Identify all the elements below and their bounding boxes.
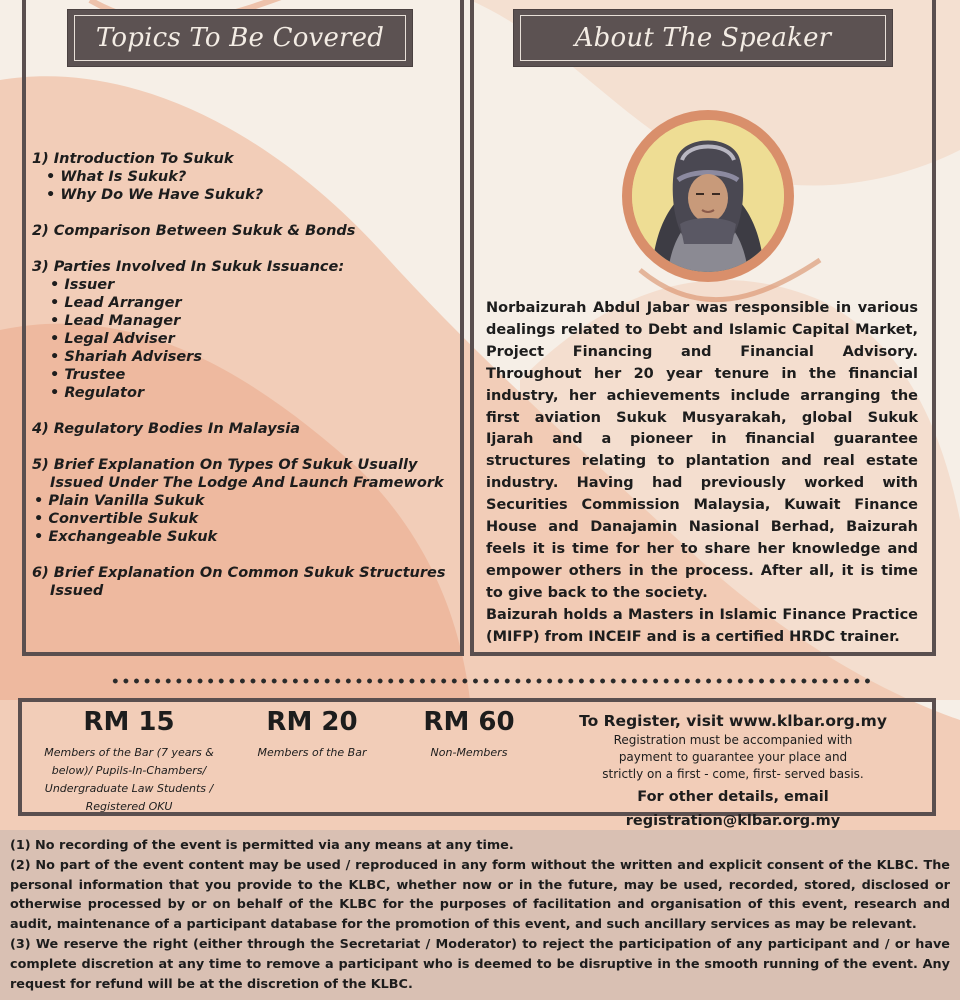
topic-item: • Trustee xyxy=(50,367,126,383)
topic-item: • Shariah Advisers xyxy=(50,349,202,365)
topic-item: • What Is Sukuk? xyxy=(46,169,187,185)
speaker-bio xyxy=(486,298,918,649)
topic-item: • Plain Vanilla Sukuk xyxy=(34,493,205,509)
notice-item: (1) No recording of the event is permitted via any means at any time. xyxy=(10,838,514,853)
topics-spacer xyxy=(32,240,452,258)
topic-heading: 3) Parties Involved In Sukuk Issuance: xyxy=(32,259,345,275)
notice-item: (3) We reserve the right (either through the Secretariat / Moderator) to reject the participation of any participant and / or have complete discretion at any time to remove a participant who is deemed to be disruptive in the smooth running of the event. Any request for refund will be at the discretion of the KLBC. xyxy=(10,936,950,992)
topics-banner-title: Topics To Be Covered xyxy=(95,23,385,53)
topics-spacer xyxy=(32,204,452,222)
dotted-divider xyxy=(110,676,870,686)
price-tier-rm15 xyxy=(34,706,224,816)
topic-item: • Why Do We Have Sukuk? xyxy=(46,187,264,203)
price-tier-rm20 xyxy=(244,706,380,762)
price-amount: RM 20 xyxy=(266,707,358,737)
topics-spacer xyxy=(32,438,452,456)
topic-item: • Lead Arranger xyxy=(50,295,182,311)
price-description: Non-Members xyxy=(430,746,508,759)
notice-item: (2) No part of the event content may be used / reproduced in any form without the written and explicit consent of the KLBC. The personal information that you provide to the KLBC, whether now or in the future, may be used, recorded, stored, disclosed or otherwise processed by or on behalf of the KLBC for the purposes of facilitation and organisation of this event, research and audit, maintenance of a participant database for the promotion of this event, and such ancillary services as may be relevant. xyxy=(10,857,950,933)
topic-heading: 5) Brief Explanation On Types Of Sukuk Usually xyxy=(32,457,418,473)
topic-heading: 2) Comparison Between Sukuk & Bonds xyxy=(32,223,356,239)
topic-item: Issued xyxy=(50,583,104,599)
terms-notice xyxy=(0,830,960,1000)
topic-item: • Regulator xyxy=(50,385,145,401)
topic-item: • Convertible Sukuk xyxy=(34,511,199,527)
topics-spacer xyxy=(32,402,452,420)
topics-list xyxy=(32,150,452,600)
speaker-banner xyxy=(514,10,892,66)
topic-heading: 1) Introduction To Sukuk xyxy=(32,151,234,167)
topic-heading: 6) Brief Explanation On Common Sukuk Structures xyxy=(32,565,446,581)
topic-heading: 4) Regulatory Bodies In Malaysia xyxy=(32,421,301,437)
topic-item: • Exchangeable Sukuk xyxy=(34,529,218,545)
topic-item: • Lead Manager xyxy=(50,313,181,329)
topics-spacer xyxy=(32,546,452,564)
topic-item: Issued Under The Lodge And Launch Framework xyxy=(50,475,444,491)
price-description: Members of the Bar (7 years & below)/ Pupils-In-Chambers/ Undergraduate Law Students / Registered OKU xyxy=(44,746,214,813)
register-email-link[interactable]: For other details, email registration@klbar.org.my xyxy=(625,789,841,829)
speaker-banner-title: About The Speaker xyxy=(574,23,832,53)
price-amount: RM 15 xyxy=(83,707,175,737)
register-line: Registration must be accompanied with xyxy=(613,733,853,747)
speaker-photo xyxy=(632,120,784,272)
bio-paragraph: Baizurah holds a Masters in Islamic Finance Practice (MIFP) from INCEIF and is a certified HRDC trainer. xyxy=(486,606,918,645)
topics-banner xyxy=(68,10,412,66)
price-description: Members of the Bar xyxy=(257,746,367,759)
register-line: payment to guarantee your place and xyxy=(618,750,848,764)
topic-item: • Issuer xyxy=(50,277,115,293)
registration-info xyxy=(540,710,926,833)
bio-paragraph: Norbaizurah Abdul Jabar was responsible in various dealings related to Debt and Islamic Capital Market, Project Financing and Financial Advisory. Throughout her 20 year tenure in the financial industry, her achievements include arranging the first aviation Sukuk Musyarakah, global Sukuk Ijarah and a pioneer in financial guarantee structures relating to plantation and real estate industry. Having had previously worked with Securities Commission Malaysia, Kuwait Finance House and Danajamin Nasional Berhad, Baizurah feels it is time for her to share her knowledge and empower others in the process. After all, it is time to give back to the society. xyxy=(486,300,918,601)
price-tier-rm60 xyxy=(400,706,538,762)
speaker-portrait-icon xyxy=(632,120,784,272)
speaker-photo-frame xyxy=(622,110,794,282)
price-amount: RM 60 xyxy=(423,707,515,737)
register-link[interactable]: To Register, visit www.klbar.org.my xyxy=(579,712,887,730)
register-line: strictly on a first - come, first- served basis. xyxy=(602,767,864,781)
topic-item: • Legal Adviser xyxy=(50,331,175,347)
